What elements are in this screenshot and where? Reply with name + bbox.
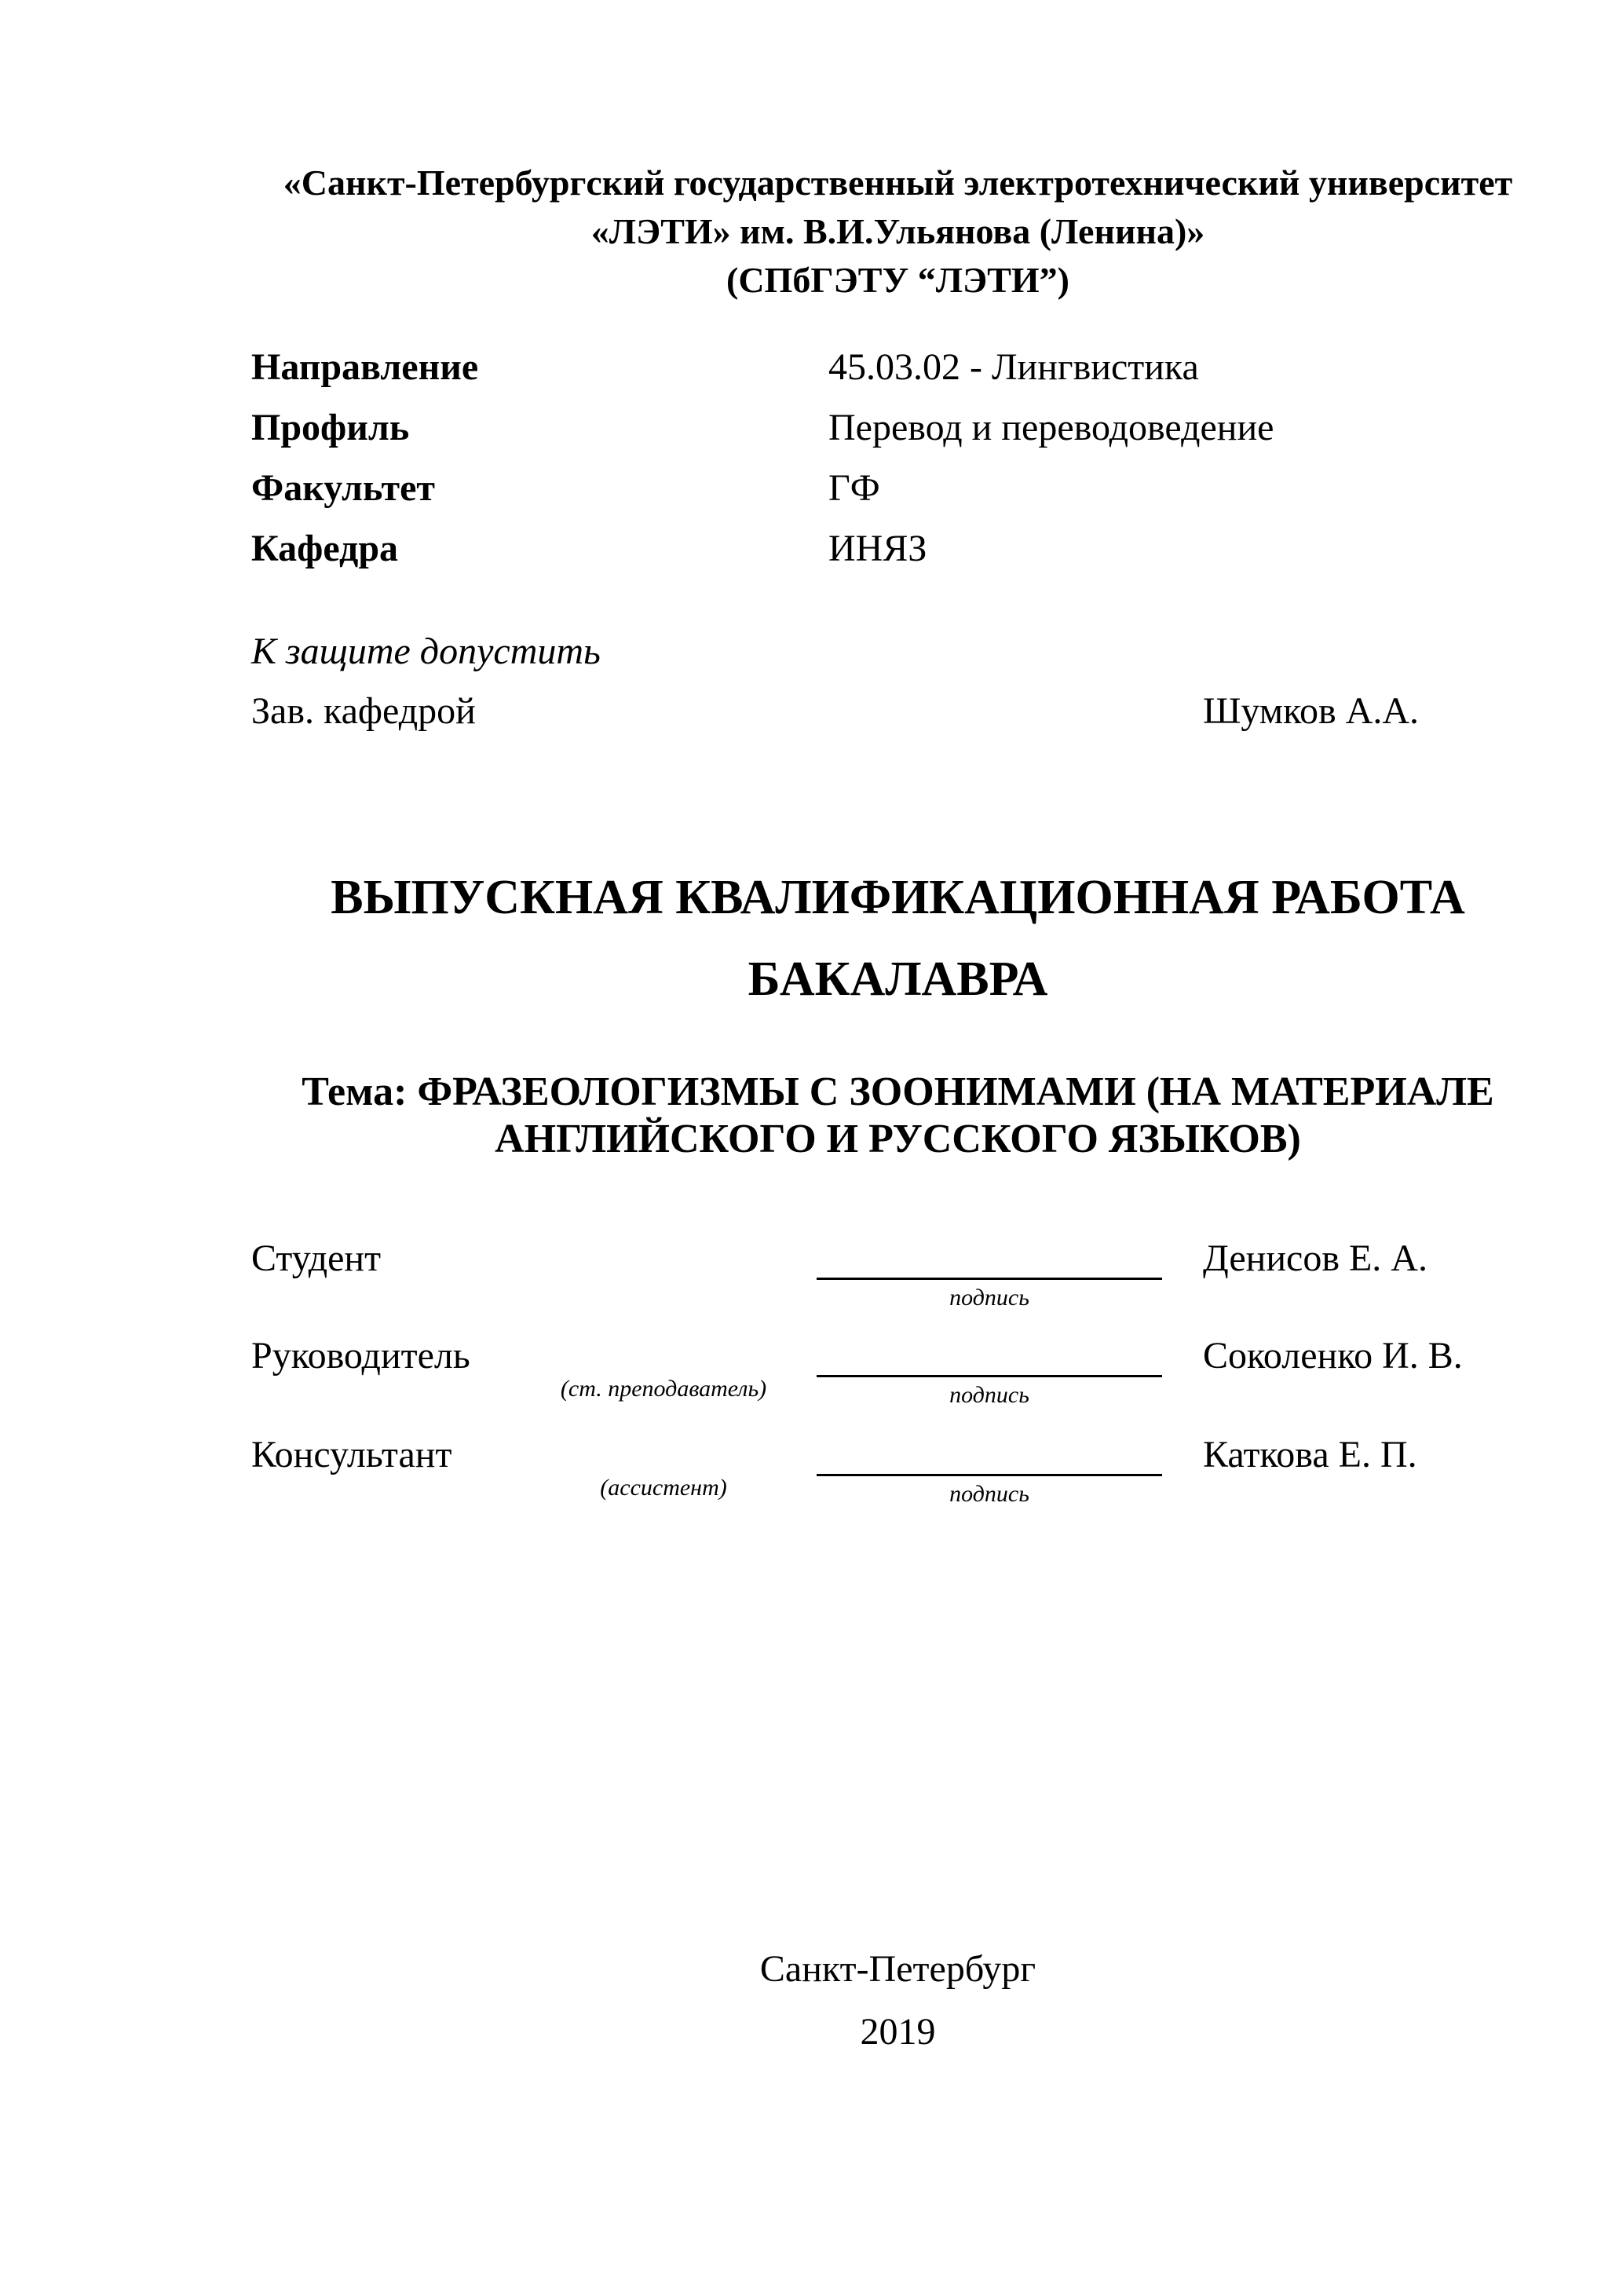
signature-role-label: Консультант — [251, 1434, 452, 1475]
signature-name: Каткова Е. П. — [1203, 1434, 1417, 1475]
thesis-title — [251, 857, 1544, 1020]
thesis-title-line-2: БАКАЛАВРА — [748, 952, 1048, 1006]
field-row-profile — [0, 406, 1623, 453]
field-row-faculty — [0, 466, 1623, 514]
signature-position-caption: (ассистент) — [600, 1475, 727, 1501]
signature-caption: подпись — [949, 1285, 1029, 1311]
signature-role-label: Руководитель — [251, 1335, 470, 1377]
department-head-label: Зав. кафедрой — [251, 690, 476, 732]
thesis-title-line-1: ВЫПУСКНАЯ КВАЛИФИКАЦИОННАЯ РАБОТА — [331, 871, 1465, 924]
field-label: Факультет — [251, 467, 435, 509]
signature-caption: подпись — [949, 1382, 1029, 1408]
university-header — [251, 159, 1544, 305]
thesis-theme — [251, 1069, 1544, 1163]
university-name-line-1: «Санкт-Петербургский государственный электротехнический университет — [283, 163, 1513, 203]
signature-caption: подпись — [949, 1481, 1029, 1507]
field-row-direction — [0, 345, 1623, 393]
signature-line — [817, 1278, 1162, 1280]
field-value: Перевод и переводоведение — [828, 407, 1274, 448]
signature-block-consultant — [0, 1435, 1623, 1529]
university-name-line-3: (СПбГЭТУ “ЛЭТИ”) — [726, 260, 1069, 300]
signature-name: Денисов Е. А. — [1203, 1238, 1427, 1279]
field-value: 45.03.02 - Лингвистика — [828, 346, 1199, 388]
admission-note: К защите допустить — [251, 631, 601, 672]
signature-name: Соколенко И. В. — [1203, 1335, 1463, 1377]
field-value: ИНЯЗ — [828, 528, 927, 569]
signature-role-label: Студент — [251, 1238, 382, 1279]
thesis-theme-line-1: Тема: ФРАЗЕОЛОГИЗМЫ С ЗООНИМАМИ (НА МАТЕРИАЛЕ — [302, 1069, 1494, 1114]
department-head-name: Шумков А.А. — [1203, 690, 1420, 732]
year-label: 2019 — [860, 2011, 936, 2053]
signature-block-advisor — [0, 1336, 1623, 1430]
university-name-line-2: «ЛЭТИ» им. В.И.Ульянова (Ленина)» — [590, 211, 1205, 251]
field-value: ГФ — [828, 467, 880, 509]
signature-line — [817, 1474, 1162, 1476]
signature-position-caption: (ст. преподаватель) — [560, 1376, 767, 1402]
city-label: Санкт-Петербург — [759, 1948, 1036, 1990]
thesis-theme-line-2: АНГЛИЙСКОГО И РУССКОГО ЯЗЫКОВ) — [495, 1117, 1301, 1161]
field-label: Кафедра — [251, 528, 399, 569]
department-head-row — [0, 689, 1623, 737]
signature-block-student — [0, 1238, 1623, 1333]
signature-line — [817, 1375, 1162, 1377]
field-row-department — [0, 527, 1623, 574]
field-label: Направление — [251, 346, 479, 388]
field-label: Профиль — [251, 407, 410, 448]
